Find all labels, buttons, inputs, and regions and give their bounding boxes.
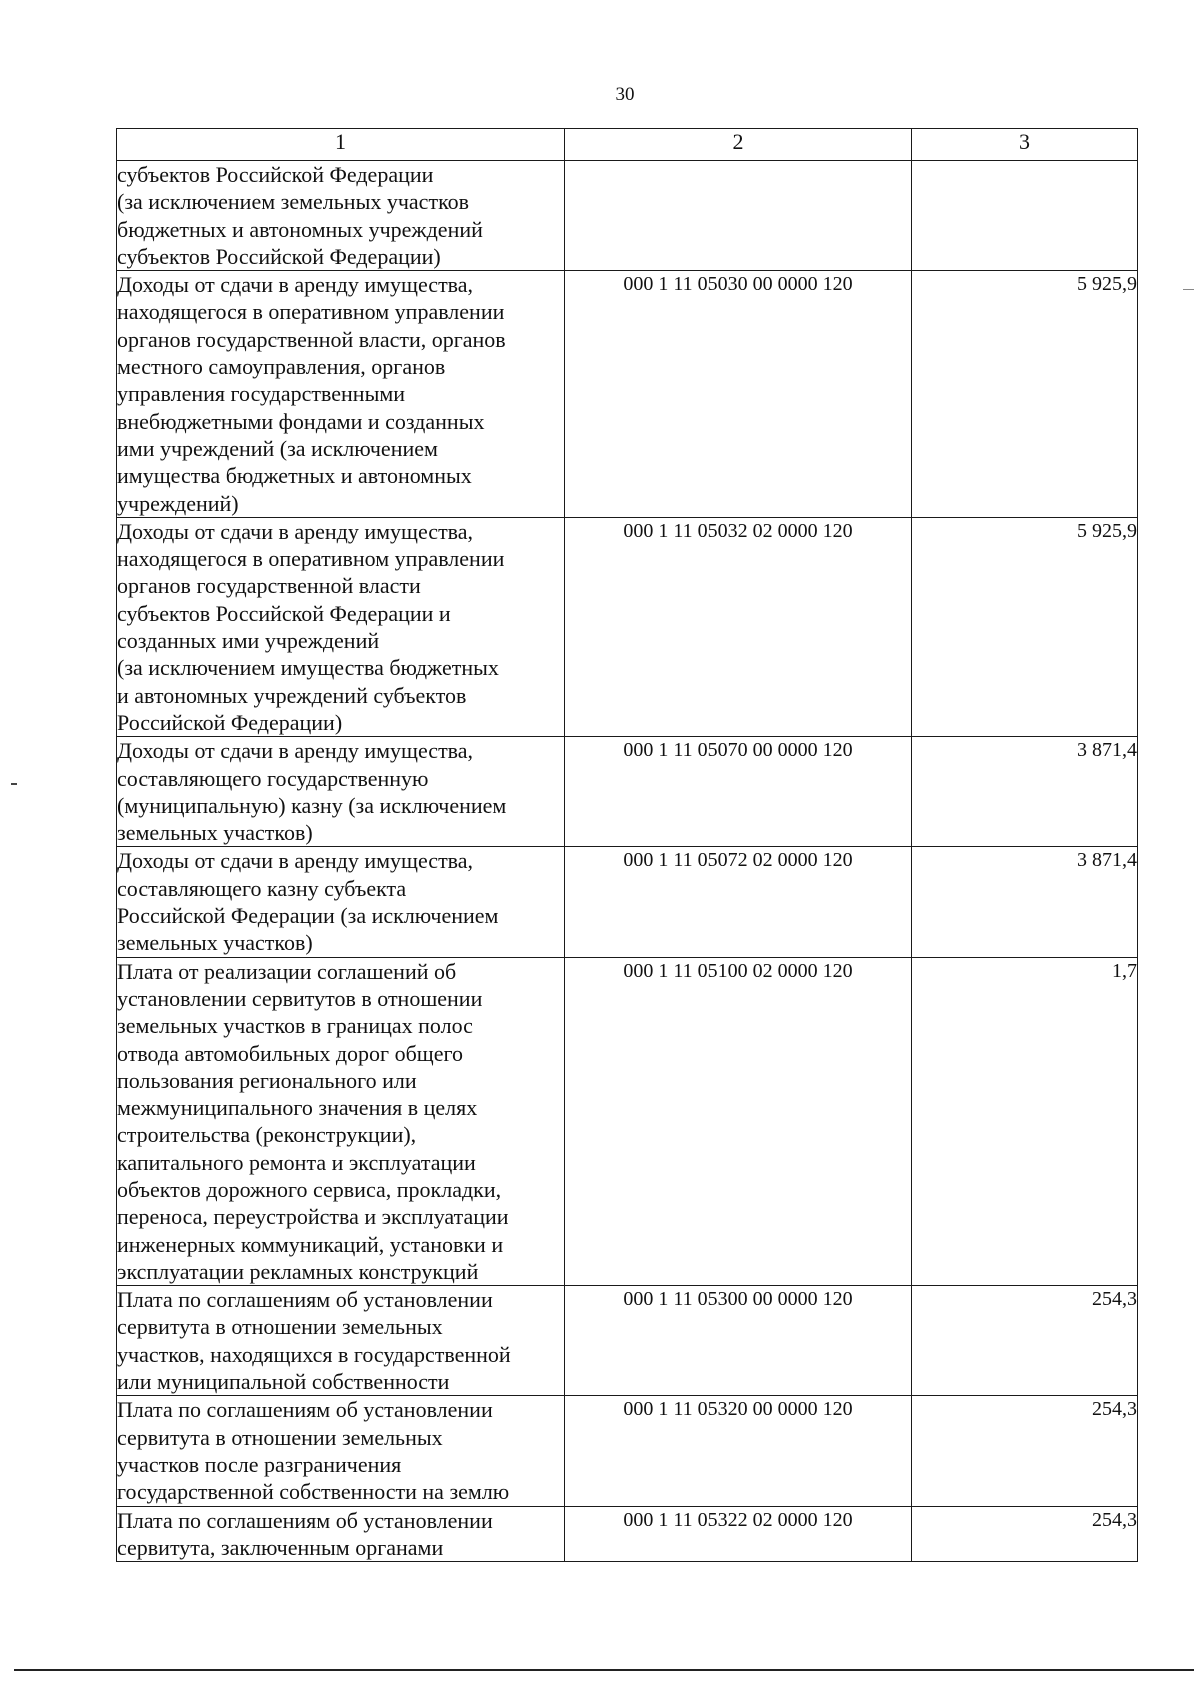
row-code: 000 1 11 05320 00 0000 120 [565, 1396, 912, 1506]
row-description: Доходы от сдачи в аренду имущества, составляющего государственную (муниципальную) казну (за исключением земельных участков) [117, 737, 565, 847]
row-code [565, 161, 912, 271]
table-row [117, 1286, 1138, 1396]
row-amount: 254,3 [912, 1396, 1138, 1506]
column-header-3: 3 [912, 129, 1138, 161]
page-number: 30 [615, 84, 635, 105]
row-amount: 5 925,9 [912, 271, 1138, 518]
row-amount [912, 161, 1138, 271]
row-code: 000 1 11 05100 02 0000 120 [565, 957, 912, 1286]
row-amount: 3 871,4 [912, 847, 1138, 957]
row-code: 000 1 11 05032 02 0000 120 [565, 517, 912, 736]
table-row [117, 1396, 1138, 1506]
scan-edge-mark [1183, 289, 1194, 290]
row-amount: 3 871,4 [912, 737, 1138, 847]
row-amount: 5 925,9 [912, 517, 1138, 736]
row-code: 000 1 11 05072 02 0000 120 [565, 847, 912, 957]
table-row [117, 957, 1138, 1286]
scan-edge-mark [11, 783, 17, 785]
page-bottom-rule [14, 1669, 1194, 1671]
row-code: 000 1 11 05030 00 0000 120 [565, 271, 912, 518]
column-header-2: 2 [565, 129, 912, 161]
row-amount: 1,7 [912, 957, 1138, 1286]
column-header-1: 1 [117, 129, 565, 161]
row-description: Плата по соглашениям об установлении сервитута в отношении земельных участков, находящихся в государственной или муниципальной собственности [117, 1286, 565, 1396]
revenue-table [116, 128, 1138, 1562]
table-row [117, 737, 1138, 847]
table-header-row [117, 129, 1138, 161]
table-row [117, 1506, 1138, 1562]
row-description: Плата от реализации соглашений об установлении сервитутов в отношении земельных участков в границах полос отвода автомобильных дорог общего пользования регионального или межмуниципального значения в целях строительства (реконструкции), капитального ремонта и эксплуатации объектов дорожного сервиса, прокладки, переноса, переустройства и эксплуатации инженерных коммуникаций, установки и эксплуатации рекламных конструкций [117, 957, 565, 1286]
row-code: 000 1 11 05322 02 0000 120 [565, 1506, 912, 1562]
row-description: Доходы от сдачи в аренду имущества, составляющего казну субъекта Российской Федерации (за исключением земельных участков) [117, 847, 565, 957]
table-row [117, 271, 1138, 518]
row-description: субъектов Российской Федерации (за исключением земельных участков бюджетных и автономных учреждений субъектов Российской Федерации) [117, 161, 565, 271]
row-amount: 254,3 [912, 1506, 1138, 1562]
row-description: Плата по соглашениям об установлении сервитута в отношении земельных участков после разграничения государственной собственности на землю [117, 1396, 565, 1506]
row-code: 000 1 11 05070 00 0000 120 [565, 737, 912, 847]
table-row [117, 161, 1138, 271]
table-row [117, 517, 1138, 736]
row-description: Доходы от сдачи в аренду имущества, находящегося в оперативном управлении органов государственной власти, органов местного самоуправления, органов управления государственными внебюджетными фондами и созданных ими учреждений (за исключением имущества бюджетных и автономных учреждений) [117, 271, 565, 518]
row-description: Доходы от сдачи в аренду имущества, находящегося в оперативном управлении органов государственной власти субъектов Российской Федерации и созданных ими учреждений (за исключением имущества бюджетных и автономных учреждений субъектов Российской Федерации) [117, 517, 565, 736]
table-row [117, 847, 1138, 957]
row-amount: 254,3 [912, 1286, 1138, 1396]
row-description: Плата по соглашениям об установлении сервитута, заключенным органами [117, 1506, 565, 1562]
row-code: 000 1 11 05300 00 0000 120 [565, 1286, 912, 1396]
